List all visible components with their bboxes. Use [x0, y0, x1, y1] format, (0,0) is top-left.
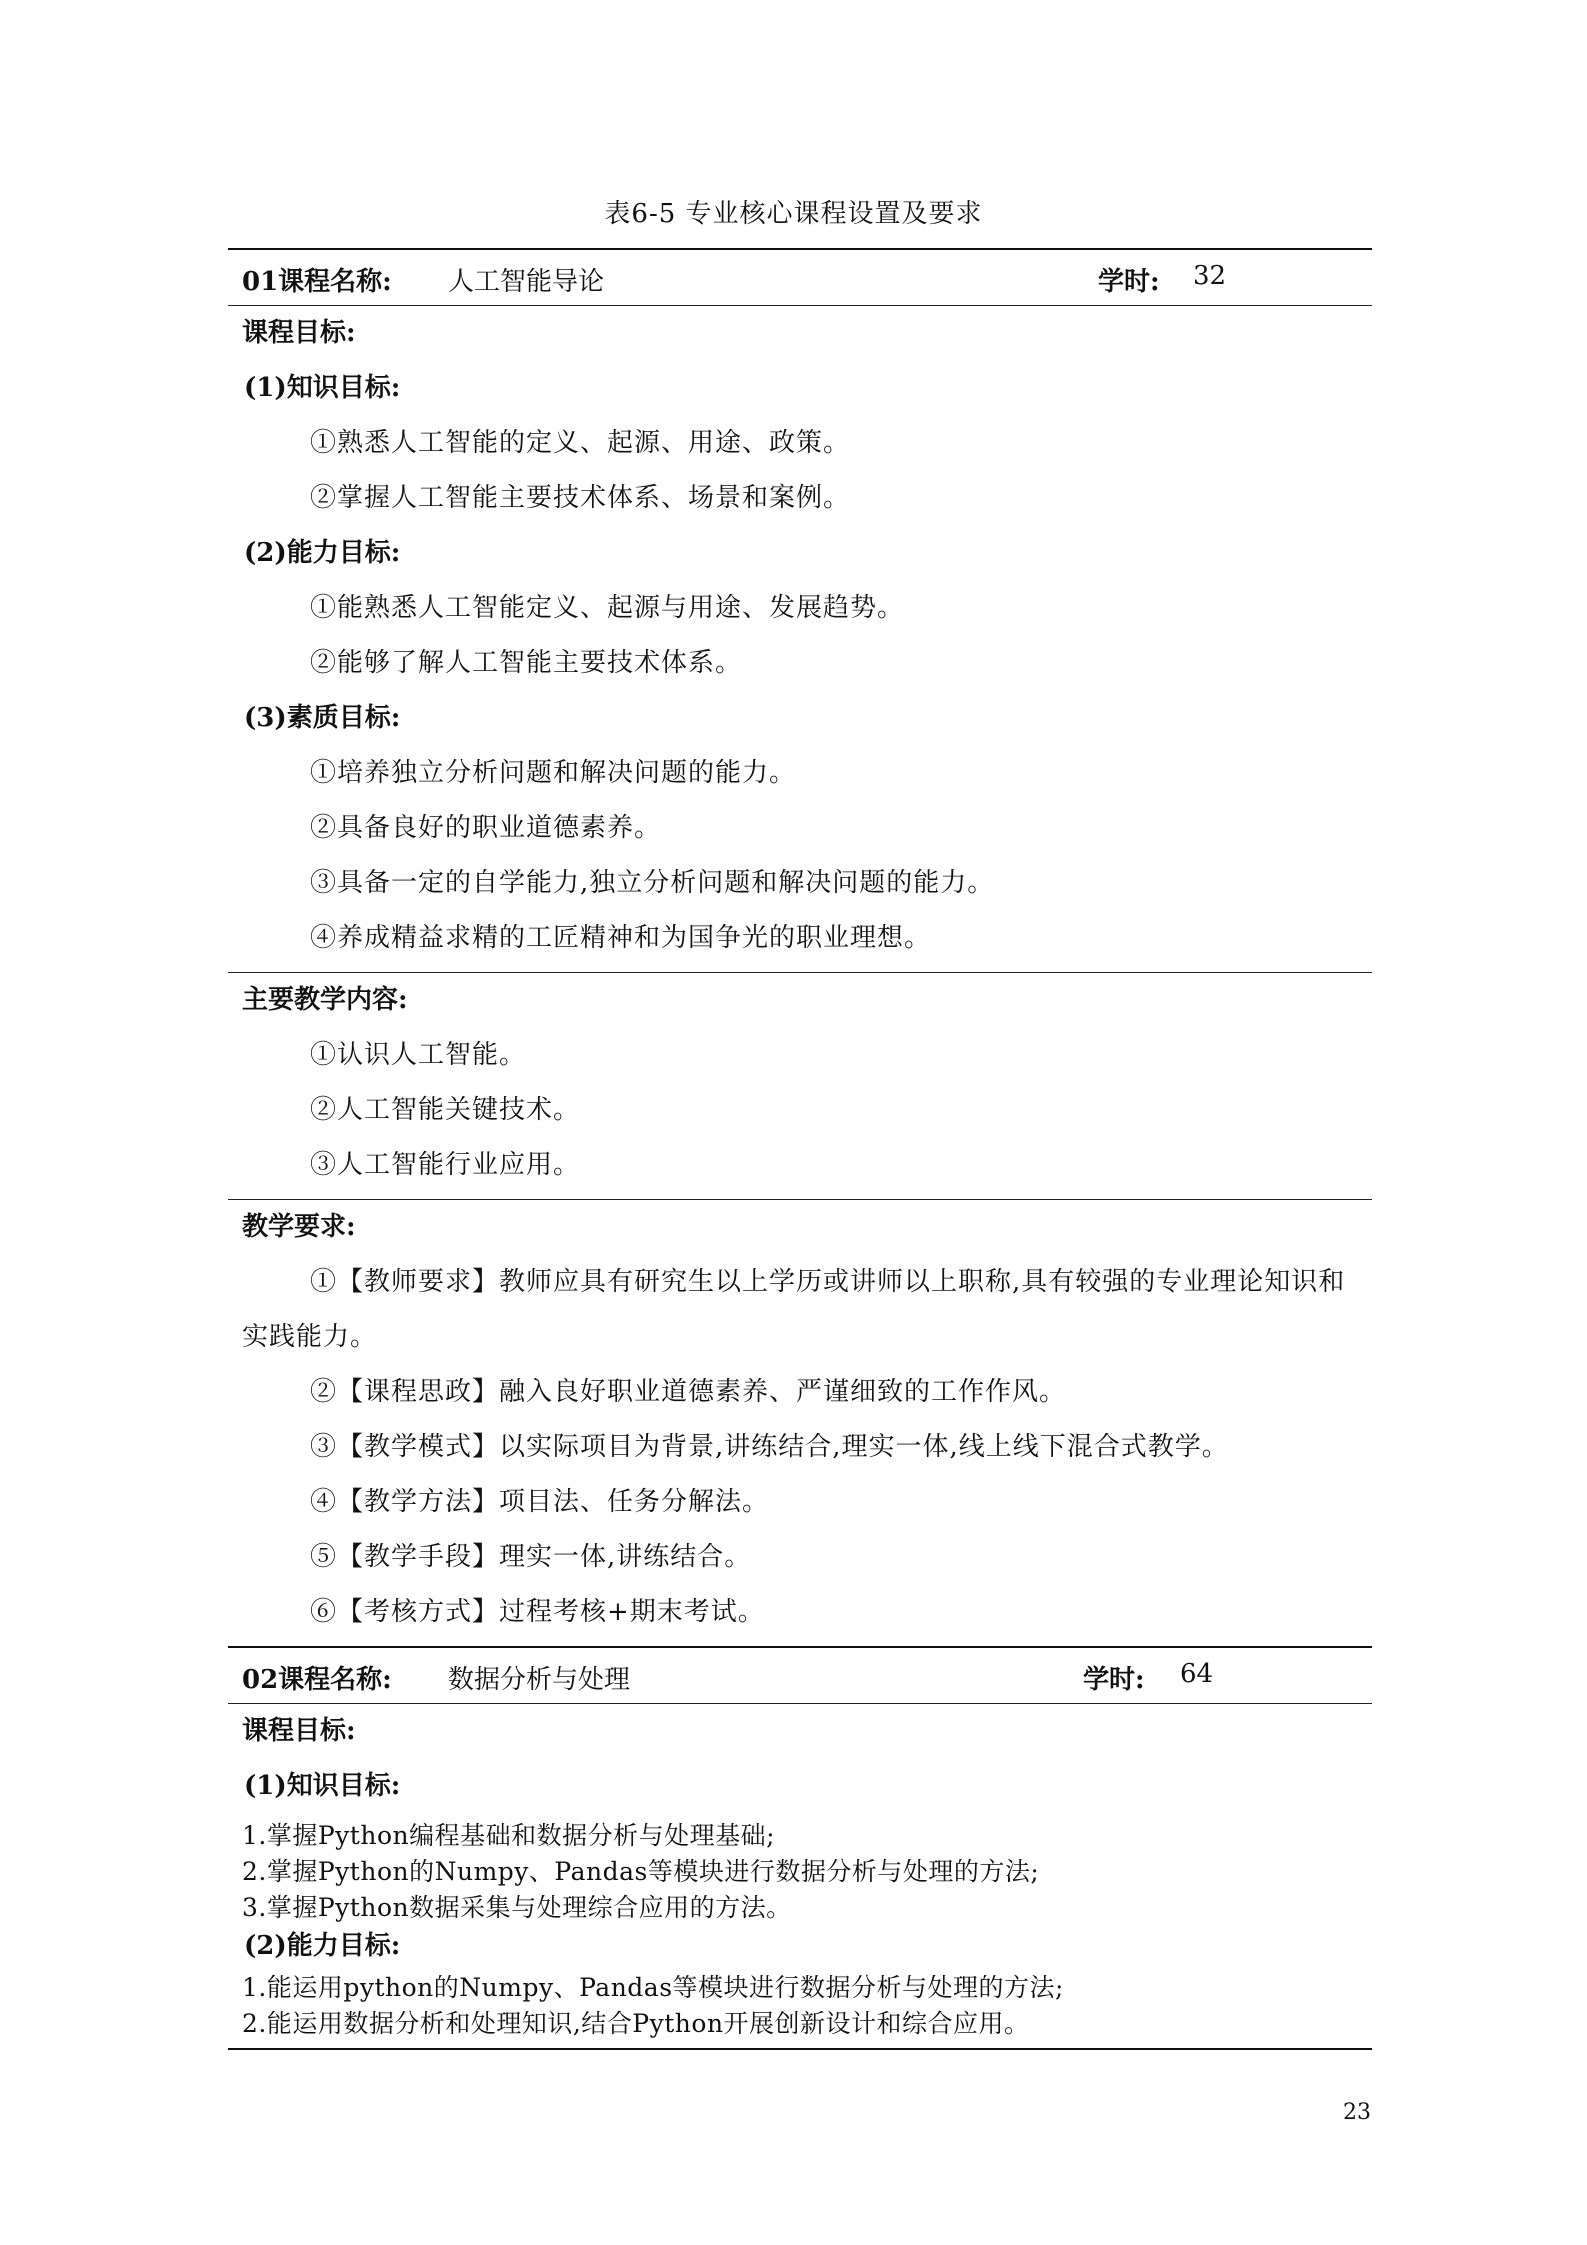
list-item: 1.能运用python的Numpy、Pandas等模块进行数据分析与处理的方法; — [242, 1973, 1064, 2002]
page-number: 23 — [1343, 2100, 1371, 2125]
list-item: ④【教学方法】项目法、任务分解法。 — [310, 1487, 770, 1517]
hours-label: 学时: — [1098, 267, 1160, 297]
list-item: ①认识人工智能。 — [310, 1040, 527, 1070]
list-item: ⑤【教学手段】理实一体,讲练结合。 — [310, 1542, 752, 1572]
course-name: 人工智能导论 — [448, 267, 605, 297]
list-item: 2.能运用数据分析和处理知识,结合Python开展创新设计和综合应用。 — [242, 2009, 1030, 2038]
knowledge-heading: (1)知识目标: — [244, 1771, 401, 1801]
page-title: 表6-5 专业核心课程设置及要求 — [604, 199, 983, 229]
list-item: ①熟悉人工智能的定义、起源、用途、政策。 — [310, 428, 851, 458]
content-heading: 主要教学内容: — [242, 985, 408, 1015]
hours-label: 学时: — [1083, 1665, 1145, 1695]
course-number-label: 02课程名称: — [242, 1665, 392, 1695]
list-item: 3.掌握Python数据采集与处理综合应用的方法。 — [242, 1893, 792, 1922]
list-item: ③人工智能行业应用。 — [310, 1150, 581, 1180]
list-item: ②能够了解人工智能主要技术体系。 — [310, 648, 743, 678]
course-number-label: 01课程名称: — [242, 267, 392, 297]
knowledge-heading: (1)知识目标: — [244, 373, 401, 403]
list-item: ②掌握人工智能主要技术体系、场景和案例。 — [310, 483, 851, 513]
hours-value: 64 — [1180, 1659, 1214, 1689]
list-item: 1.掌握Python编程基础和数据分析与处理基础; — [242, 1821, 776, 1850]
list-item: ⑥【考核方式】过程考核+期末考试。 — [310, 1597, 765, 1627]
list-item: 2.掌握Python的Numpy、Pandas等模块进行数据分析与处理的方法; — [242, 1857, 1040, 1886]
course-header — [228, 1646, 1372, 1703]
course-goals-section — [228, 305, 1372, 972]
course-header — [228, 248, 1372, 305]
list-item: ④养成精益求精的工匠精神和为国争光的职业理想。 — [310, 923, 932, 953]
hours-value: 32 — [1193, 261, 1227, 291]
course-name: 数据分析与处理 — [448, 1665, 631, 1695]
list-item: ①【教师要求】教师应具有研究生以上学历或讲师以上职称,具有较强的专业理论知识和实践能力。 — [242, 1267, 1346, 1352]
course-content-section — [228, 972, 1372, 1199]
list-item: ②具备良好的职业道德素养。 — [310, 813, 662, 843]
quality-heading: (3)素质目标: — [244, 703, 401, 733]
list-item: ①培养独立分析问题和解决问题的能力。 — [310, 758, 797, 788]
ability-heading: (2)能力目标: — [244, 538, 401, 568]
list-item: ③【教学模式】以实际项目为背景,讲练结合,理实一体,线上线下混合式教学。 — [310, 1432, 1229, 1462]
list-item: ②【课程思政】融入良好职业道德素养、严谨细致的工作作风。 — [310, 1377, 1067, 1407]
list-item: ②人工智能关键技术。 — [310, 1095, 581, 1125]
course-goals-section — [228, 1703, 1372, 2050]
goals-heading: 课程目标: — [242, 318, 356, 348]
list-item: ①能熟悉人工智能定义、起源与用途、发展趋势。 — [310, 593, 905, 623]
ability-heading: (2)能力目标: — [244, 1931, 401, 1961]
course-table — [228, 248, 1372, 2050]
list-item: ③具备一定的自学能力,独立分析问题和解决问题的能力。 — [310, 868, 995, 898]
goals-heading: 课程目标: — [242, 1716, 356, 1746]
requirements-heading: 教学要求: — [242, 1212, 356, 1242]
course-requirements-section — [228, 1199, 1372, 1646]
